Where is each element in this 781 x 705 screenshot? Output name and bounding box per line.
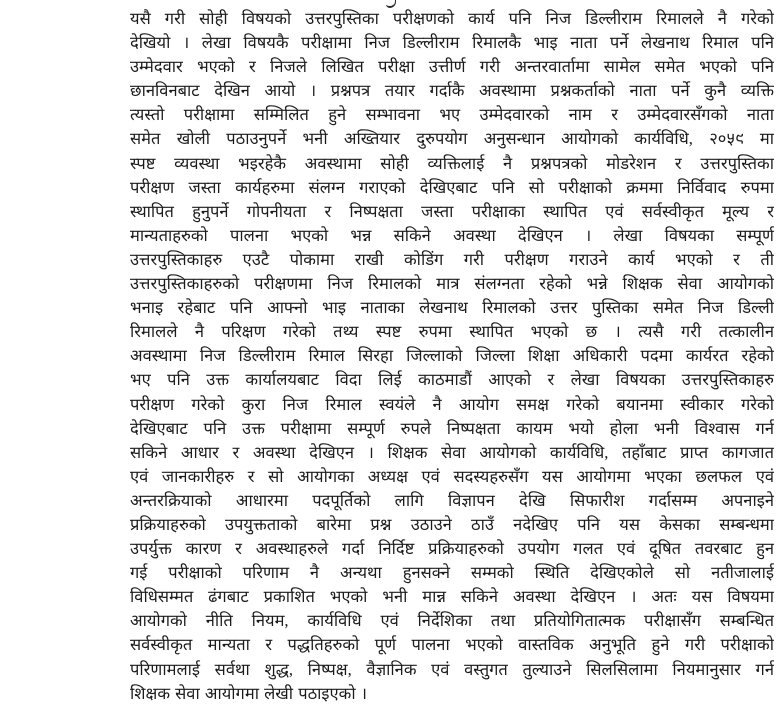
text-line: आयोगको नीति नियम, कार्यविधि एवं निर्देशिका तथा प्रतियोगितात्मक परीक्षासँग सम्बन्धित <box>130 611 774 631</box>
text-line: भए पनि उक्त कार्यालयबाट विदा लिई काठमाडौं आएको र लेखा विषयका उत्तरपुस्तिकाहरु <box>130 370 774 390</box>
text-line: रिमालले नै परिक्षण गरेको तथ्य स्पष्ट रुपमा स्थापित भएको छ । त्यसै गरी तत्कालीन <box>130 322 774 342</box>
text-line: यसै गरी सोही विषयको उत्तरपुस्तिका परीक्षणको कार्य पनि निज डिल्लीराम रिमालले नै गरेको <box>130 9 774 28</box>
text-line: परीक्षण जस्ता कार्यहरुमा संलग्न गराएको देखिएबाट पनि सो परीक्षाको क्रममा निर्विवाद रुपमा <box>130 177 774 197</box>
body-text-block <box>130 7 774 705</box>
text-line: एवं जानकारीहरु र सो आयोगका अध्यक्ष एवं सदस्यहरुसँग यस आयोगमा भएका छलफल एवं <box>130 466 774 486</box>
text-line: मान्यताहरुको पालना भएको भन्न सकिने अवस्था देखिएन । लेखा विषयका सम्पूर्ण <box>130 225 774 245</box>
text-line: उपर्युक्त कारण र अवस्थाहरुले गर्दा निर्दिष्ट प्रक्रियाहरुको उपयोग गलत एवं दूषित तवरबाट हुन <box>130 539 774 559</box>
text-line: सकिने आधार र अवस्था देखिएन । शिक्षक सेवा आयोगको कार्यविधि, तहाँबाट प्राप्त कागजात <box>130 442 774 462</box>
text-line: प्रक्रियाहरुको उपयुक्तताको बारेमा प्रश्न उठाउने ठाउँ नदेखिए पनि यस केसका सम्बन्धमा <box>130 514 774 534</box>
text-line: गई परीक्षाको परिणाम नै अन्यथा हुनसक्ने सम्मको स्थिति देखिएकोले सो नतीजालाई <box>130 563 774 583</box>
text-line: स्थापित हुनुपर्ने गोपनीयता र निष्पक्षता जस्ता परीक्षाका स्थापित एवं सर्वस्वीकृत मूल्य र <box>130 201 774 221</box>
text-line: देखियो । लेखा विषयकै परीक्षामा निज डिल्लीराम रिमालकै भाइ नाता पर्ने लेखनाथ रिमाल पनि <box>130 33 774 53</box>
text-line: स्पष्ट व्यवस्था भइरहेकै अवस्थामा सोही व्यक्तिलाई नै प्रश्नपत्रको मोडरेशन र उत्तरपुस्तिका <box>130 153 774 173</box>
text-line: उत्तरपुस्तिकाहरुको परीक्षणमा निज रिमालको मात्र संलग्नता रहेको भन्ने शिक्षक सेवा आयोगको <box>130 274 774 294</box>
text-line: भनाइ रहेबाट पनि आफ्नो भाइ नाताका लेखनाथ रिमालको उत्तर पुस्तिका समेत निज डिल्ली <box>130 298 774 318</box>
text-line: विधिसम्मत ढंगबाट प्रकाशित भएको भनी मान्न सकिने अवस्था देखिएन । अतः यस विषयमा <box>130 587 774 607</box>
text-line: अन्तरक्रियाको आधारमा पदपूर्तिको लागि विज्ञापन देखि सिफारीश गर्दासम्म अपनाइने <box>130 490 774 510</box>
text-line: उम्मेदवार भएको र निजले लिखित परीक्षा उत्तीर्ण गरी अन्तरवार्तामा सामेल समेत भएको पनि <box>130 57 774 77</box>
text-line: उत्तरपुस्तिकाहरु एउटै पोकामा राखी कोडिंग गरी परीक्षण गराउने कार्य भएको र ती <box>130 249 774 269</box>
text-line: परिणामलाई सर्वथा शुद्ध, निष्पक्ष, वैज्ञानिक एवं वस्तुगत तुल्याउने सिलसिलामा नियमानुसार गर्न <box>130 659 774 679</box>
text-line: शिक्षक सेवा आयोगमा लेखी पठाइएको । <box>130 683 367 703</box>
text-line: छानविनबाट देखिन आयो । प्रश्नपत्र तयार गर्दाकै अवस्थामा प्रश्नकर्ताको नाता पर्ने कुनै व्यक्ति <box>130 81 774 101</box>
text-line: देखिएबाट पनि उक्त परीक्षामा सम्पूर्ण रुपले निष्पक्षता कायम भयो होला भनी विश्वास गर्न <box>130 418 774 438</box>
text-line: त्यस्तो परीक्षामा सम्मिलित हुने सम्भावना भए उम्मेदवारको नाम र उम्मेदवारसँगको नाता <box>130 105 774 125</box>
text-line: सर्वस्वीकृत मान्यता र पद्धतिहरुको पूर्ण पालना भएको वास्तविक अनुभूति हुने गरी परीक्षाको <box>130 635 774 655</box>
text-line: समेत खोली पठाउनुपर्ने भनी अख्तियार दुरुपयोग अनुसन्धान आयोगको कार्यविधि, २०५९ मा <box>130 129 774 149</box>
text-line: परीक्षण गरेको कुरा निज रिमाल स्वयंले नै आयोग समक्ष गरेको बयानमा स्वीकार गरेको <box>130 394 774 414</box>
text-line: अवस्थामा निज डिल्लीराम रिमाल सिरहा जिल्लाको जिल्ला शिक्षा अधिकारी पदमा कार्यरत रहेको <box>130 346 774 366</box>
